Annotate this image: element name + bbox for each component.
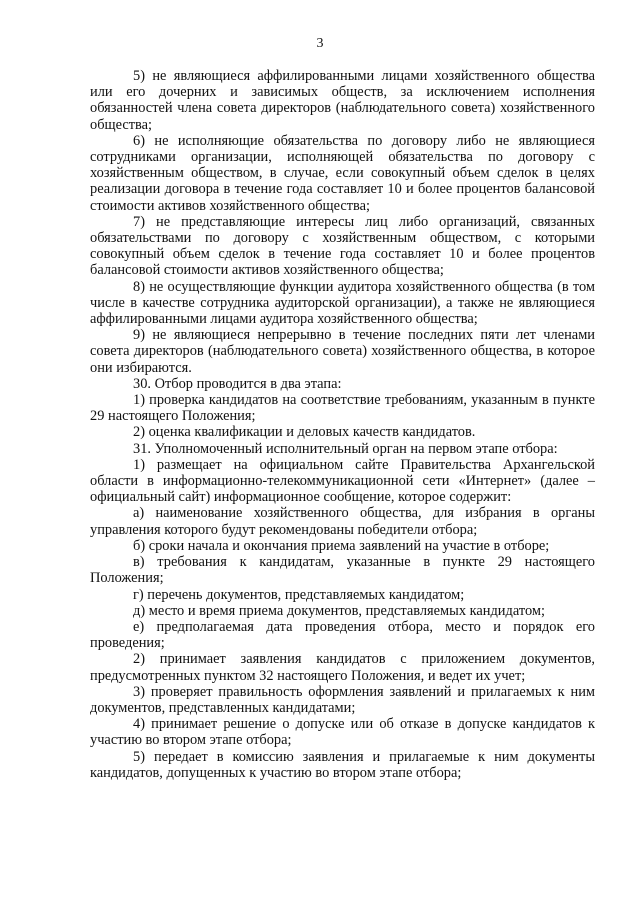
paragraph-stage-1: 1) проверка кандидатов на соответствие требованиям, указанным в пункте 29 настоящего Положения; bbox=[90, 392, 595, 425]
paragraph-item-7: 7) не представляющие интересы лиц либо организаций, связанных обязательствами по договору с хозяйственным обществом, с которыми совокупный объем сделок в течение года составляет 10 и более процентов балансовой стоимости активов хозяйственного общества; bbox=[90, 213, 595, 279]
paragraph-action-4: 4) принимает решение о допуске или об отказе в допуске кандидатов к участию во втором этапе отбора; bbox=[90, 716, 595, 749]
paragraph-subitem-d: д) место и время приема документов, представляемых кандидатом; bbox=[133, 602, 545, 619]
paragraph-subitem-g: г) перечень документов, представляемых кандидатом; bbox=[133, 586, 465, 603]
paragraph-item-5: 5) не являющиеся аффилированными лицами хозяйственного общества или его дочерних и зависимых обществ, за исключением исполнения обязанностей члена совета директоров (наблюдательного совета) хозяйственного общества; bbox=[90, 68, 595, 133]
paragraph-stage-2: 2) оценка квалификации и деловых качеств кандидатов. bbox=[133, 424, 476, 441]
paragraph-item-9: 9) не являющиеся непрерывно в течение последних пяти лет членами совета директоров (наблюдательного совета) хозяйственного общества, в которое они избираются. bbox=[90, 327, 595, 376]
paragraph-action-2: 2) принимает заявления кандидатов с приложением документов, предусмотренных пунктом 32 настоящего Положения, и ведет их учет; bbox=[90, 651, 595, 684]
paragraph-subitem-v: в) требования к кандидатам, указанные в пункте 29 настоящего Положения; bbox=[90, 554, 595, 587]
paragraph-item-6: 6) не исполняющие обязательства по договору либо не являющиеся сотрудниками организации, исполняющей обязательства по договору с хозяйственным обществом, в случае, если совокупный объем сделок в целях реализации договора в течение года составляет 10 и более процентов балансовой стоимости активов хозяйственного общества; bbox=[90, 132, 595, 214]
paragraph-clause-31: 31. Уполномоченный исполнительный орган на первом этапе отбора: bbox=[133, 440, 558, 457]
paragraph-action-3: 3) проверяет правильность оформления заявлений и прилагаемых к ним документов, представленных кандидатами; bbox=[90, 683, 595, 716]
paragraph-subitem-e: е) предполагаемая дата проведения отбора, место и порядок его проведения; bbox=[90, 618, 595, 652]
paragraph-action-5: 5) передает в комиссию заявления и прилагаемые к ним документы кандидатов, допущенных к участию во втором этапе отбора; bbox=[90, 748, 595, 781]
paragraph-subitem-b: б) сроки начала и окончания приема заявлений на участие в отборе; bbox=[133, 537, 550, 554]
paragraph-item-8: 8) не осуществляющие функции аудитора хозяйственного общества (в том числе в качестве сотрудника аудиторской организации), а также не являющиеся аффилированными лицами аудитора хозяйственного общества; bbox=[90, 278, 595, 328]
document-body bbox=[90, 68, 595, 781]
paragraph-subitem-a: а) наименование хозяйственного общества, для избрания в органы управления которого будут рекомендованы победители отбора; bbox=[90, 505, 595, 538]
paragraph-clause-30: 30. Отбор проводится в два этапа: bbox=[133, 375, 342, 392]
page-number: 3 bbox=[316, 36, 324, 51]
paragraph-action-1: 1) размещает на официальном сайте Правительства Архангельской области в информационно-телекоммуникационной сети «Интернет» (далее – официальный сайт) информационное сообщение, которое содержит: bbox=[90, 456, 595, 506]
